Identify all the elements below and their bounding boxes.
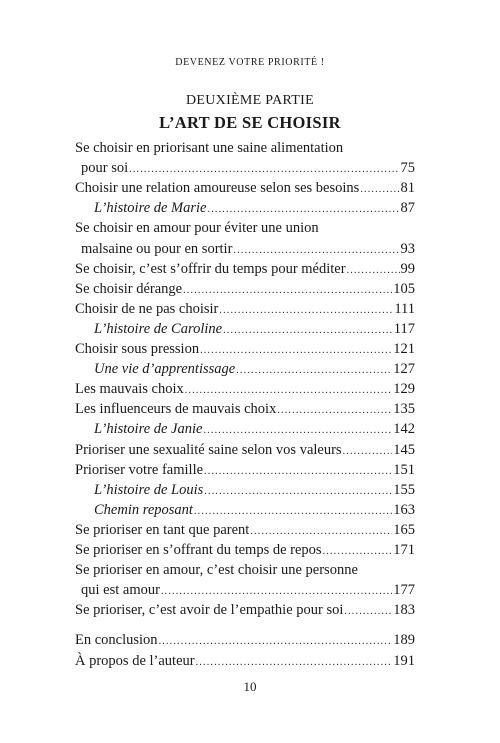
dot-leader bbox=[185, 381, 393, 401]
toc-entry-row[interactable] bbox=[75, 259, 415, 279]
toc-entry-row[interactable] bbox=[75, 279, 415, 299]
toc-entry-row[interactable] bbox=[75, 651, 415, 671]
toc-entry-page: 127 bbox=[393, 361, 415, 378]
toc-entry-row[interactable] bbox=[81, 580, 415, 600]
toc-entry-page: 81 bbox=[400, 180, 415, 197]
toc-entry-page: 142 bbox=[393, 421, 415, 438]
toc-entry-title: Une vie d’apprentissage bbox=[94, 361, 236, 378]
toc-entry-title: En conclusion bbox=[75, 632, 158, 649]
toc-entry-row[interactable] bbox=[75, 600, 415, 620]
toc-entry-row[interactable] bbox=[94, 198, 415, 218]
toc-entry-title: À propos de l’auteur bbox=[75, 652, 195, 669]
toc-entry-row[interactable] bbox=[81, 158, 415, 178]
dot-leader bbox=[204, 482, 392, 502]
toc-entry-row[interactable] bbox=[94, 480, 415, 500]
toc-entry-row[interactable] bbox=[94, 500, 415, 520]
toc-entry-page: 171 bbox=[393, 542, 415, 558]
toc-entry-page: 121 bbox=[393, 341, 415, 357]
toc-entry-title: Choisir une relation amoureuse selon ses besoins bbox=[75, 180, 360, 197]
toc-entry-row[interactable] bbox=[75, 379, 415, 399]
dot-leader bbox=[196, 653, 393, 673]
part-title: L’ART DE SE CHOISIR bbox=[159, 113, 341, 132]
toc-entry-page: 183 bbox=[393, 602, 415, 619]
toc-entry-title: Prioriser votre famille bbox=[75, 461, 204, 478]
toc-entry-row[interactable] bbox=[94, 419, 415, 439]
toc-entry-row[interactable] bbox=[75, 399, 415, 419]
toc-entry-page: 129 bbox=[393, 381, 415, 398]
toc-entry-title-line1: Se choisir en amour pour éviter une union bbox=[75, 220, 319, 237]
toc-entry-row[interactable] bbox=[75, 520, 415, 540]
toc-entry-page: 189 bbox=[393, 632, 415, 649]
toc-entry-row[interactable] bbox=[75, 630, 415, 650]
toc-entry-row[interactable] bbox=[94, 359, 415, 379]
toc-entry-title: pour soi bbox=[81, 160, 129, 177]
toc-entry-row[interactable] bbox=[75, 299, 415, 319]
toc-entry-title: L’histoire de Janie bbox=[94, 421, 203, 438]
toc-entry-title: Se prioriser en s’offrant du temps de repos bbox=[75, 542, 322, 558]
toc-entry-page: 163 bbox=[393, 501, 415, 518]
toc-entry-page: 151 bbox=[393, 461, 415, 478]
dot-leader bbox=[219, 301, 393, 321]
dot-leader bbox=[208, 200, 400, 220]
toc-entry-row[interactable] bbox=[81, 239, 415, 259]
toc-entry-page: 105 bbox=[393, 280, 415, 297]
toc-entry-row[interactable] bbox=[94, 319, 415, 339]
dot-leader bbox=[360, 180, 399, 200]
toc-entry-page: 191 bbox=[393, 652, 415, 669]
toc-entry-row[interactable] bbox=[75, 440, 415, 460]
toc-entry-title: Se choisir dérange bbox=[75, 280, 183, 297]
running-header: DEVENEZ VOTRE PRIORITÉ ! bbox=[175, 57, 325, 68]
dot-leader bbox=[323, 542, 393, 562]
toc-entry-title: Se prioriser en tant que parent bbox=[75, 521, 250, 538]
toc-entry-title: L’histoire de Louis bbox=[94, 481, 204, 498]
toc-entry-title: Choisir sous pression bbox=[75, 341, 200, 357]
dot-leader bbox=[204, 462, 392, 482]
toc-entry-title: Se prioriser, c’est avoir de l’empathie pour soi bbox=[75, 602, 344, 619]
dot-leader bbox=[236, 361, 392, 381]
dot-leader bbox=[277, 401, 392, 421]
dot-leader bbox=[250, 522, 392, 542]
toc-entry-row[interactable] bbox=[75, 460, 415, 480]
toc-entry-page: 135 bbox=[393, 401, 415, 418]
dot-leader bbox=[129, 160, 399, 180]
toc-entry-page: 155 bbox=[393, 481, 415, 498]
toc-entry-row[interactable] bbox=[75, 178, 415, 198]
toc-entry-title: Les influenceurs de mauvais choix bbox=[75, 401, 277, 418]
dot-leader bbox=[233, 241, 399, 261]
toc-entry-page: 93 bbox=[400, 240, 415, 257]
toc-entry-row[interactable] bbox=[75, 339, 415, 359]
dot-leader bbox=[223, 321, 393, 341]
toc-entry-page: 145 bbox=[393, 441, 415, 458]
page-number: 10 bbox=[243, 679, 257, 694]
toc-entry-title: Choisir de ne pas choisir bbox=[75, 300, 219, 317]
toc-entry-title: Les mauvais choix bbox=[75, 381, 184, 398]
toc-entry-title: L’histoire de Marie bbox=[94, 200, 207, 217]
dot-leader bbox=[203, 421, 392, 441]
toc-entry-title: Chemin reposant bbox=[94, 501, 193, 518]
toc-entry-page: 117 bbox=[393, 320, 415, 337]
toc-entry-page: 87 bbox=[400, 200, 415, 217]
toc-entry-page: 75 bbox=[400, 160, 415, 177]
toc-entry-page: 111 bbox=[394, 300, 415, 317]
dot-leader bbox=[159, 632, 393, 652]
toc-entry-page: 177 bbox=[393, 582, 415, 599]
toc-entry-title: qui est amour bbox=[81, 582, 160, 599]
dot-leader bbox=[200, 341, 392, 361]
toc-entry-title: Se choisir, c’est s’offrir du temps pour méditer bbox=[75, 260, 346, 277]
part-label: DEUXIÈME PARTIE bbox=[186, 93, 314, 108]
toc-entry-page: 165 bbox=[393, 521, 415, 538]
dot-leader bbox=[343, 442, 393, 462]
toc-entry-title-line1: Se choisir en priorisant une saine alimentation bbox=[75, 140, 344, 156]
toc-entry-title: Prioriser une sexualité saine selon vos valeurs bbox=[75, 441, 342, 458]
dot-leader bbox=[194, 502, 392, 522]
toc-entry-title: L’histoire de Caroline bbox=[94, 320, 223, 337]
dot-leader bbox=[344, 602, 392, 622]
dot-leader bbox=[183, 281, 392, 301]
toc-entry-title-line1: Se prioriser en amour, c’est choisir une personne bbox=[75, 562, 358, 579]
dot-leader bbox=[347, 261, 400, 281]
toc-entry-page: 99 bbox=[400, 260, 415, 277]
toc-entry-title: malsaine ou pour en sortir bbox=[81, 240, 233, 257]
dot-leader bbox=[161, 582, 392, 602]
toc-entry-row[interactable] bbox=[75, 540, 415, 560]
